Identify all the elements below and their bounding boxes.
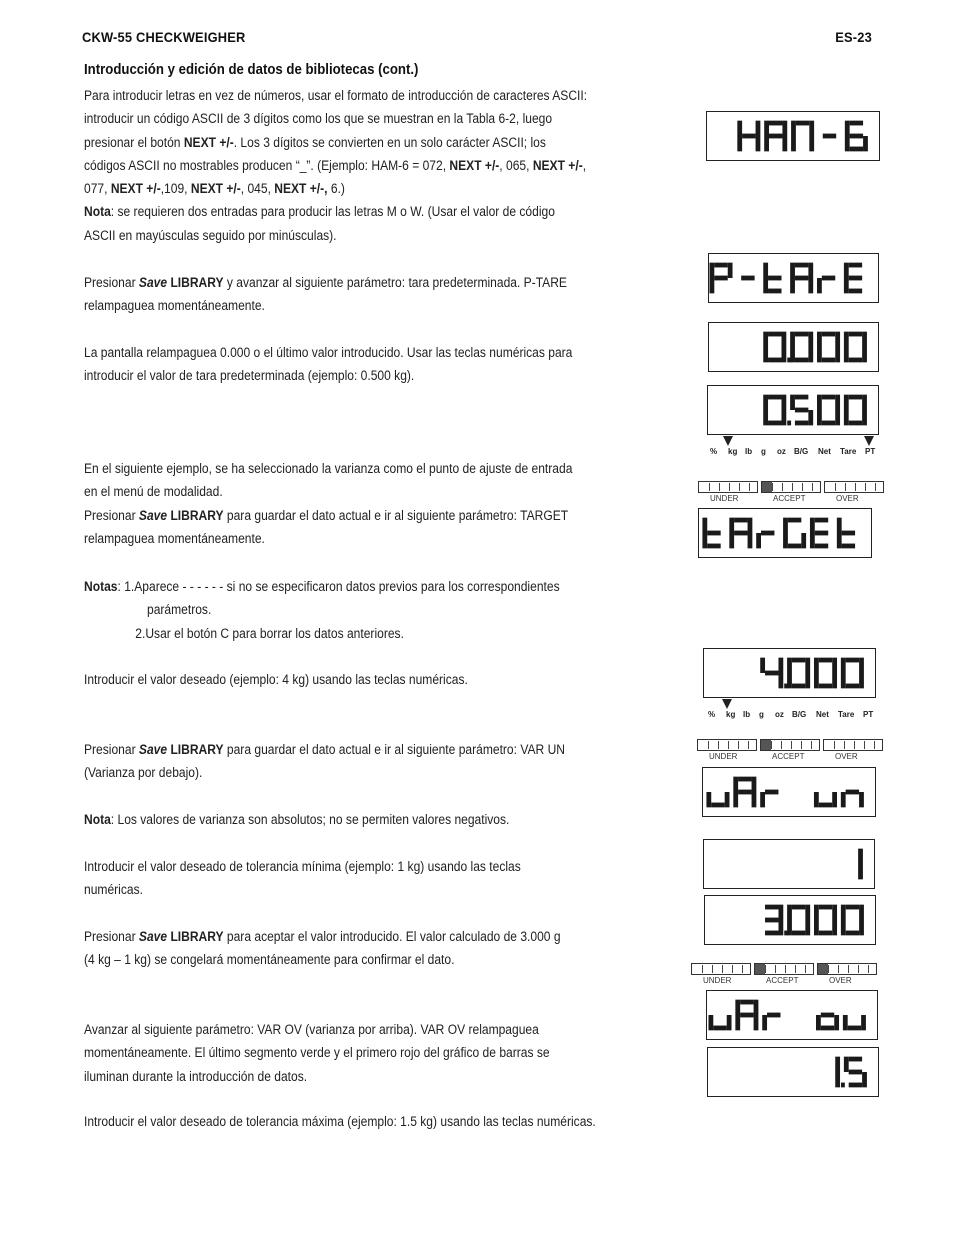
lcd-display-varov xyxy=(706,990,878,1040)
lcd-segment xyxy=(832,673,837,688)
unit-annunciators xyxy=(710,447,880,457)
varov-paragraph: Avanzar al siguiente parámetro: VAR OV (varianza por arriba). VAR OV relampaguea momentáneamente. El último segmento verde y el primero rojo del gráfico de barras se iluminan durante la introducción de datos. xyxy=(84,1022,550,1084)
lcd-segment xyxy=(763,395,768,410)
lcd-segment xyxy=(764,136,769,151)
lcd-display-varun xyxy=(702,767,876,817)
lcd-segment xyxy=(795,276,808,281)
bargraph-segment-under xyxy=(698,481,758,493)
lcd-four-digits xyxy=(704,649,875,697)
lcd-segment xyxy=(765,671,778,676)
lcd-segment xyxy=(748,518,753,533)
lcd-display-four xyxy=(703,648,876,698)
lcd-segment xyxy=(810,533,815,548)
lcd-display-three xyxy=(704,895,876,945)
lcd-segment xyxy=(778,905,783,920)
lcd-segment xyxy=(819,803,832,808)
bargraph-segment-accept xyxy=(760,739,820,751)
lcd-half-digits xyxy=(708,386,878,434)
lcd-segment xyxy=(778,673,783,688)
lcd-segment xyxy=(832,905,837,920)
lcd-segment xyxy=(792,905,805,910)
lcd-segment xyxy=(714,276,727,281)
lcd-three-digits xyxy=(705,896,875,944)
lcd-segment xyxy=(849,421,862,426)
lcd-varov-digits xyxy=(707,991,877,1039)
lcd-segment xyxy=(790,263,795,278)
lcd-segment xyxy=(859,792,864,807)
lcd-segment xyxy=(849,289,862,294)
unit-label-g: g xyxy=(759,710,764,719)
lcd-target-digits xyxy=(699,509,871,557)
lcd-segment xyxy=(787,920,792,935)
lcd-segment xyxy=(727,1015,732,1030)
lcd-segment xyxy=(844,278,849,293)
lcd-segment xyxy=(821,1013,834,1018)
lcd-segment xyxy=(792,931,805,936)
lcd-segment xyxy=(844,332,849,347)
lcd-segment xyxy=(790,395,795,410)
lcd-segment xyxy=(849,1057,862,1062)
lcd-segment xyxy=(846,905,859,910)
lcd-segment xyxy=(761,531,774,536)
bargraph-label-under: UNDER xyxy=(703,976,732,985)
lcd-segment xyxy=(792,684,805,689)
lcd-segment xyxy=(787,658,792,673)
lcd-segment xyxy=(835,1057,840,1072)
lcd-segment xyxy=(733,792,738,807)
manual-title: CKW-55 CHECKWEIGHER xyxy=(82,29,246,45)
bargraph-label-over: OVER xyxy=(835,752,858,761)
lcd-segment xyxy=(805,658,810,673)
lcd-segment xyxy=(792,658,805,663)
lcd-segment xyxy=(782,332,787,347)
lcd-segment xyxy=(741,276,754,281)
unit-label-oz: oz xyxy=(775,710,784,719)
lcd-segment xyxy=(787,673,792,688)
lcd-segment xyxy=(763,347,768,362)
lcd-segment xyxy=(790,278,795,293)
lcd-segment xyxy=(846,684,859,689)
lcd-segment xyxy=(762,1015,767,1030)
lcd-segment xyxy=(787,905,792,920)
lcd-segment xyxy=(791,121,796,136)
lcd-segment xyxy=(862,1072,867,1087)
lcd-segment xyxy=(782,121,787,136)
lcd-segment xyxy=(841,920,846,935)
save-ptare-paragraph: Presionar Save LIBRARY y avanzar al siguiente parámetro: tara predeterminada. P-TARE relampaguea momentáneamente. xyxy=(84,275,567,314)
lcd-segment xyxy=(862,410,867,425)
lcd-segment xyxy=(814,920,819,935)
lcd-segment xyxy=(795,421,808,426)
lcd-segment xyxy=(763,410,768,425)
lcd-display-one xyxy=(703,839,875,889)
lcd-segment xyxy=(823,134,836,139)
lcd-segment xyxy=(760,792,765,807)
lcd-segment xyxy=(845,136,850,151)
lcd-segment xyxy=(849,1070,862,1075)
lcd-segment xyxy=(769,134,782,139)
unit-label-net: Net xyxy=(818,447,831,456)
lcd-segment xyxy=(795,358,808,363)
lcd-segment xyxy=(837,518,842,533)
lcd-segment xyxy=(846,790,859,795)
lcd-segment xyxy=(817,395,822,410)
lcd-segment xyxy=(859,658,864,673)
lcd-segment xyxy=(768,276,781,281)
page-header xyxy=(82,29,872,49)
lcd-segment xyxy=(861,1015,866,1030)
lcd-segment xyxy=(822,276,835,281)
lcd-segment xyxy=(795,395,808,400)
lcd-segment xyxy=(862,347,867,362)
kg-indicator-arrow xyxy=(723,436,733,446)
lcd-segment xyxy=(822,421,835,426)
lcd-segment xyxy=(707,544,720,549)
bargraph-varov xyxy=(691,963,881,989)
lcd-segment xyxy=(764,121,769,136)
lcd-segment xyxy=(815,544,828,549)
bargraph-segment-over xyxy=(817,963,877,975)
lcd-segment xyxy=(778,920,783,935)
lcd-segment xyxy=(819,931,832,936)
section-title: Introducción y edición de datos de bibliotecas (cont.) xyxy=(84,61,419,78)
lcd-segment xyxy=(844,347,849,362)
bargraph-label-under: UNDER xyxy=(709,752,738,761)
lcd-segment xyxy=(796,121,809,126)
lcd-segment xyxy=(754,1015,759,1030)
lcd-segment xyxy=(768,395,781,400)
lcd-segment xyxy=(850,147,863,152)
lcd-segment xyxy=(819,684,832,689)
lcd-segment xyxy=(841,905,846,920)
lcd-segment xyxy=(782,347,787,362)
lcd-segment xyxy=(756,136,761,151)
lcd-segment xyxy=(795,263,808,268)
unit-label-bg: B/G xyxy=(792,710,807,719)
bargraph-segment-accept xyxy=(761,481,821,493)
bargraph-varun xyxy=(697,739,887,765)
lcd-segment xyxy=(714,263,727,268)
lcd-segment xyxy=(763,332,768,347)
unit-label-pt: PT xyxy=(865,447,876,456)
lcd-segment xyxy=(815,531,828,536)
lcd-display-ptare xyxy=(708,253,879,303)
lcd-display-onefive xyxy=(707,1047,879,1097)
lcd-display-zero xyxy=(708,322,879,372)
lcd-segment xyxy=(765,790,778,795)
lcd-segment xyxy=(778,658,783,673)
lcd-segment xyxy=(706,792,711,807)
lcd-segment xyxy=(835,410,840,425)
lcd-segment xyxy=(808,347,813,362)
lcd-zero-digits xyxy=(709,323,878,371)
unit-label-pt: PT xyxy=(863,710,874,719)
lcd-display-ham6 xyxy=(706,111,880,161)
lcd-segment xyxy=(863,136,868,151)
lcd-segment xyxy=(849,395,862,400)
bargraph-label-accept: ACCEPT xyxy=(766,976,799,985)
lcd-segment xyxy=(748,533,753,548)
lcd-segment xyxy=(783,518,788,533)
lcd-segment xyxy=(841,658,846,673)
save-varun-paragraph: Presionar Save LIBRARY para guardar el dato actual e ir al siguiente parámetro: VAR UN (Varianza por debajo). xyxy=(84,742,565,781)
variance-note: Nota: Los valores de varianza son absolutos; no se permiten valores negativos. xyxy=(84,812,510,827)
lcd-segment xyxy=(819,905,832,910)
lcd-decimal-point xyxy=(841,1083,845,1088)
lcd-onefive-digits xyxy=(708,1048,878,1096)
target-paragraph: En el siguiente ejemplo, se ha seleccionado la varianza como el punto de ajuste de entrada en el menú de modalidad. Presionar Save LIBRARY para guardar el dato actual e ir al siguiente parámetro: TARGET relampaguea momentáneamente. xyxy=(84,461,573,546)
lcd-segment xyxy=(710,278,715,293)
bargraph-label-accept: ACCEPT xyxy=(772,752,805,761)
lcd-segment xyxy=(842,544,855,549)
bargraph-label-over: OVER xyxy=(836,494,859,503)
lcd-one-digits xyxy=(704,840,874,888)
lcd-segment xyxy=(781,395,786,410)
bargraph-label-over: OVER xyxy=(829,976,852,985)
unit-label-net: Net xyxy=(816,710,829,719)
lcd-segment xyxy=(702,533,707,548)
lcd-segment xyxy=(844,1057,849,1072)
lcd-segment xyxy=(729,518,734,533)
lcd-segment xyxy=(752,777,757,792)
lcd-segment xyxy=(846,658,859,663)
lcd-segment xyxy=(809,121,814,136)
lcd-segment xyxy=(733,777,738,792)
lcd-segment xyxy=(832,920,837,935)
lcd-segment xyxy=(791,136,796,151)
lcd-segment xyxy=(844,410,849,425)
bargraph-segment-over xyxy=(824,481,884,493)
lcd-segment xyxy=(765,931,778,936)
lcd-segment xyxy=(740,1013,753,1018)
lcd-segment xyxy=(841,792,846,807)
target-value-paragraph: Introducir el valor deseado (ejemplo: 4 kg) usando las teclas numéricas. xyxy=(84,672,468,687)
lcd-segment xyxy=(763,278,768,293)
lcd-segment xyxy=(756,121,761,136)
lcd-segment xyxy=(711,803,724,808)
lcd-segment xyxy=(788,518,801,523)
bargraph-segment-under xyxy=(691,963,751,975)
lcd-segment xyxy=(783,533,788,548)
lcd-segment xyxy=(844,263,849,278)
lcd-segment xyxy=(790,332,795,347)
lcd-segment xyxy=(849,276,862,281)
lcd-segment xyxy=(809,136,814,151)
lcd-segment xyxy=(805,920,810,935)
page-number: ES-23 xyxy=(835,29,872,45)
lcd-segment xyxy=(760,658,765,673)
lcd-segment xyxy=(816,1015,821,1030)
lcd-segment xyxy=(708,1015,713,1030)
lcd-segment xyxy=(808,278,813,293)
lcd-segment xyxy=(849,263,862,268)
lcd-segment xyxy=(738,777,751,782)
lcd-segment xyxy=(810,518,815,533)
lcd-segment xyxy=(752,792,757,807)
lcd-segment xyxy=(725,792,730,807)
lcd-segment xyxy=(737,121,742,136)
lcd-segment xyxy=(808,263,813,278)
lcd-segment xyxy=(862,395,867,410)
lcd-segment xyxy=(814,673,819,688)
lcd-segment xyxy=(814,658,819,673)
lcd-segment xyxy=(769,121,782,126)
bargraph-label-accept: ACCEPT xyxy=(773,494,806,503)
lcd-segment xyxy=(737,136,742,151)
lcd-segment xyxy=(835,332,840,347)
lcd-segment xyxy=(822,395,835,400)
lcd-segment xyxy=(734,518,747,523)
lcd-segment xyxy=(738,790,751,795)
lcd-segment xyxy=(841,673,846,688)
lcd-segment xyxy=(835,395,840,410)
lcd-decimal-point xyxy=(787,421,791,426)
unit-label-oz: oz xyxy=(777,447,786,456)
lcd-segment xyxy=(858,849,863,864)
lcd-segment xyxy=(832,658,837,673)
unit-label-lb: lb xyxy=(743,710,751,719)
lcd-segment xyxy=(707,531,720,536)
lcd-segment xyxy=(788,544,801,549)
lcd-segment xyxy=(817,347,822,362)
unit-label-lb: lb xyxy=(745,447,753,456)
bargraph-segment-accept xyxy=(754,963,814,975)
lcd-segment xyxy=(756,533,761,548)
lcd-segment xyxy=(768,358,781,363)
lcd-segment xyxy=(817,278,822,293)
lcd-segment xyxy=(805,905,810,920)
lcd-segment xyxy=(859,920,864,935)
lcd-segment xyxy=(834,1015,839,1030)
lcd-segment xyxy=(710,263,715,278)
accept-value-paragraph: Presionar Save LIBRARY para aceptar el valor introducido. El valor calculado de 3.000 g (4 kg – 1 kg) se congelará momentáneamente para confirmar el dato. xyxy=(84,929,561,968)
lcd-segment xyxy=(817,332,822,347)
lcd-segment xyxy=(849,332,862,337)
ascii-instructions: Para introducir letras en vez de números, usar el formato de introducción de caracteres ASCII: introducir un código ASCII de 3 dígitos como los que se muestran en la Tabla 6-2, luego presionar el botón NEXT +/-. Los 3 dígitos se convierten en un solo carácter ASCII; los códigos ASCII no mostrables producen “_”. (Ejemplo: HAM-6 = 072, NEXT +/-, 065, NEXT +/-, 077, NEXT +/-,109, NEXT +/-, 045, NEXT +/-, 6.) Nota: se requieren dos entradas para producir las letras M o W. (Usar el valor de código ASCII en mayúsculas seguido por minúsculas). xyxy=(84,88,588,243)
lcd-segment xyxy=(735,1000,740,1015)
bargraph-segment-over xyxy=(823,739,883,751)
unit-label-%: % xyxy=(708,710,716,719)
lcd-segment xyxy=(754,1000,759,1015)
lcd-segment xyxy=(859,673,864,688)
lcd-segment xyxy=(795,408,808,413)
lcd-segment xyxy=(845,121,850,136)
lcd-segment xyxy=(728,263,733,278)
lcd-segment xyxy=(805,673,810,688)
notes-block: Notas: 1.Aparece - - - - - - si no se especificaron datos previos para los correspondientes parámetros. 2.Usar el botón C para borrar los datos anteriores. xyxy=(84,579,560,641)
lcd-segment xyxy=(858,864,863,879)
lcd-segment xyxy=(735,1015,740,1030)
lcd-segment xyxy=(702,518,707,533)
lcd-segment xyxy=(819,658,832,663)
lcd-segment xyxy=(767,1013,780,1018)
min-tolerance-paragraph: Introducir el valor deseado de tolerancia mínima (ejemplo: 1 kg) usando las teclas numéricas. xyxy=(84,859,521,898)
unit-label-g: g xyxy=(761,447,766,456)
kg-indicator-arrow xyxy=(722,699,732,709)
lcd-segment xyxy=(844,395,849,410)
lcd-segment xyxy=(763,263,768,278)
lcd-segment xyxy=(713,1026,726,1031)
lcd-segment xyxy=(859,905,864,920)
lcd-segment xyxy=(814,792,819,807)
pt-indicator-arrow xyxy=(864,436,874,446)
lcd-segment xyxy=(808,410,813,425)
lcd-ptare-digits xyxy=(709,254,878,302)
lcd-segment xyxy=(850,121,863,126)
lcd-segment xyxy=(862,332,867,347)
lcd-segment xyxy=(842,531,855,536)
unit-label-tare: Tare xyxy=(838,710,855,719)
lcd-segment xyxy=(734,531,747,536)
lcd-segment xyxy=(817,410,822,425)
lcd-segment xyxy=(822,332,835,337)
unit-label-kg: kg xyxy=(728,447,738,456)
lcd-segment xyxy=(729,533,734,548)
lcd-segment xyxy=(848,1026,861,1031)
lcd-segment xyxy=(814,905,819,920)
unit-label-%: % xyxy=(710,447,718,456)
lcd-segment xyxy=(808,332,813,347)
lcd-segment xyxy=(846,931,859,936)
lcd-segment xyxy=(835,1072,840,1087)
lcd-segment xyxy=(742,134,755,139)
lcd-ham6-digits xyxy=(707,112,879,160)
lcd-segment xyxy=(801,533,806,548)
lcd-segment xyxy=(765,905,778,910)
lcd-segment xyxy=(768,332,781,337)
unit-label-bg: B/G xyxy=(794,447,809,456)
bargraph-label-under: UNDER xyxy=(710,494,739,503)
lcd-segment xyxy=(822,358,835,363)
lcd-segment xyxy=(849,1083,862,1088)
lcd-display-target xyxy=(698,508,872,558)
lcd-segment xyxy=(832,792,837,807)
preset-tare-paragraph: La pantalla relampaguea 0.000 o el último valor introducido. Usar las teclas numéricas para introducir el valor de tara predeterminada (ejemplo: 0.500 kg). xyxy=(84,345,573,384)
lcd-segment xyxy=(781,410,786,425)
lcd-varun-digits xyxy=(703,768,875,816)
lcd-segment xyxy=(821,1026,834,1031)
lcd-segment xyxy=(765,918,778,923)
max-tolerance-paragraph: Introducir el valor deseado de tolerancia máxima (ejemplo: 1.5 kg) usando las teclas numéricas. xyxy=(84,1114,596,1129)
lcd-segment xyxy=(790,347,795,362)
bargraph-target xyxy=(698,481,886,507)
lcd-segment xyxy=(795,332,808,337)
bargraph-segment-under xyxy=(697,739,757,751)
lcd-segment xyxy=(768,289,781,294)
lcd-segment xyxy=(815,518,828,523)
lcd-display-half xyxy=(707,385,879,435)
lcd-segment xyxy=(850,134,863,139)
lcd-segment xyxy=(843,1015,848,1030)
unit-label-tare: Tare xyxy=(840,447,857,456)
unit-annunciators xyxy=(708,710,878,720)
lcd-segment xyxy=(768,421,781,426)
lcd-segment xyxy=(782,136,787,151)
lcd-segment xyxy=(740,1000,753,1005)
lcd-segment xyxy=(837,533,842,548)
unit-label-kg: kg xyxy=(726,710,736,719)
lcd-segment xyxy=(835,347,840,362)
lcd-segment xyxy=(849,358,862,363)
